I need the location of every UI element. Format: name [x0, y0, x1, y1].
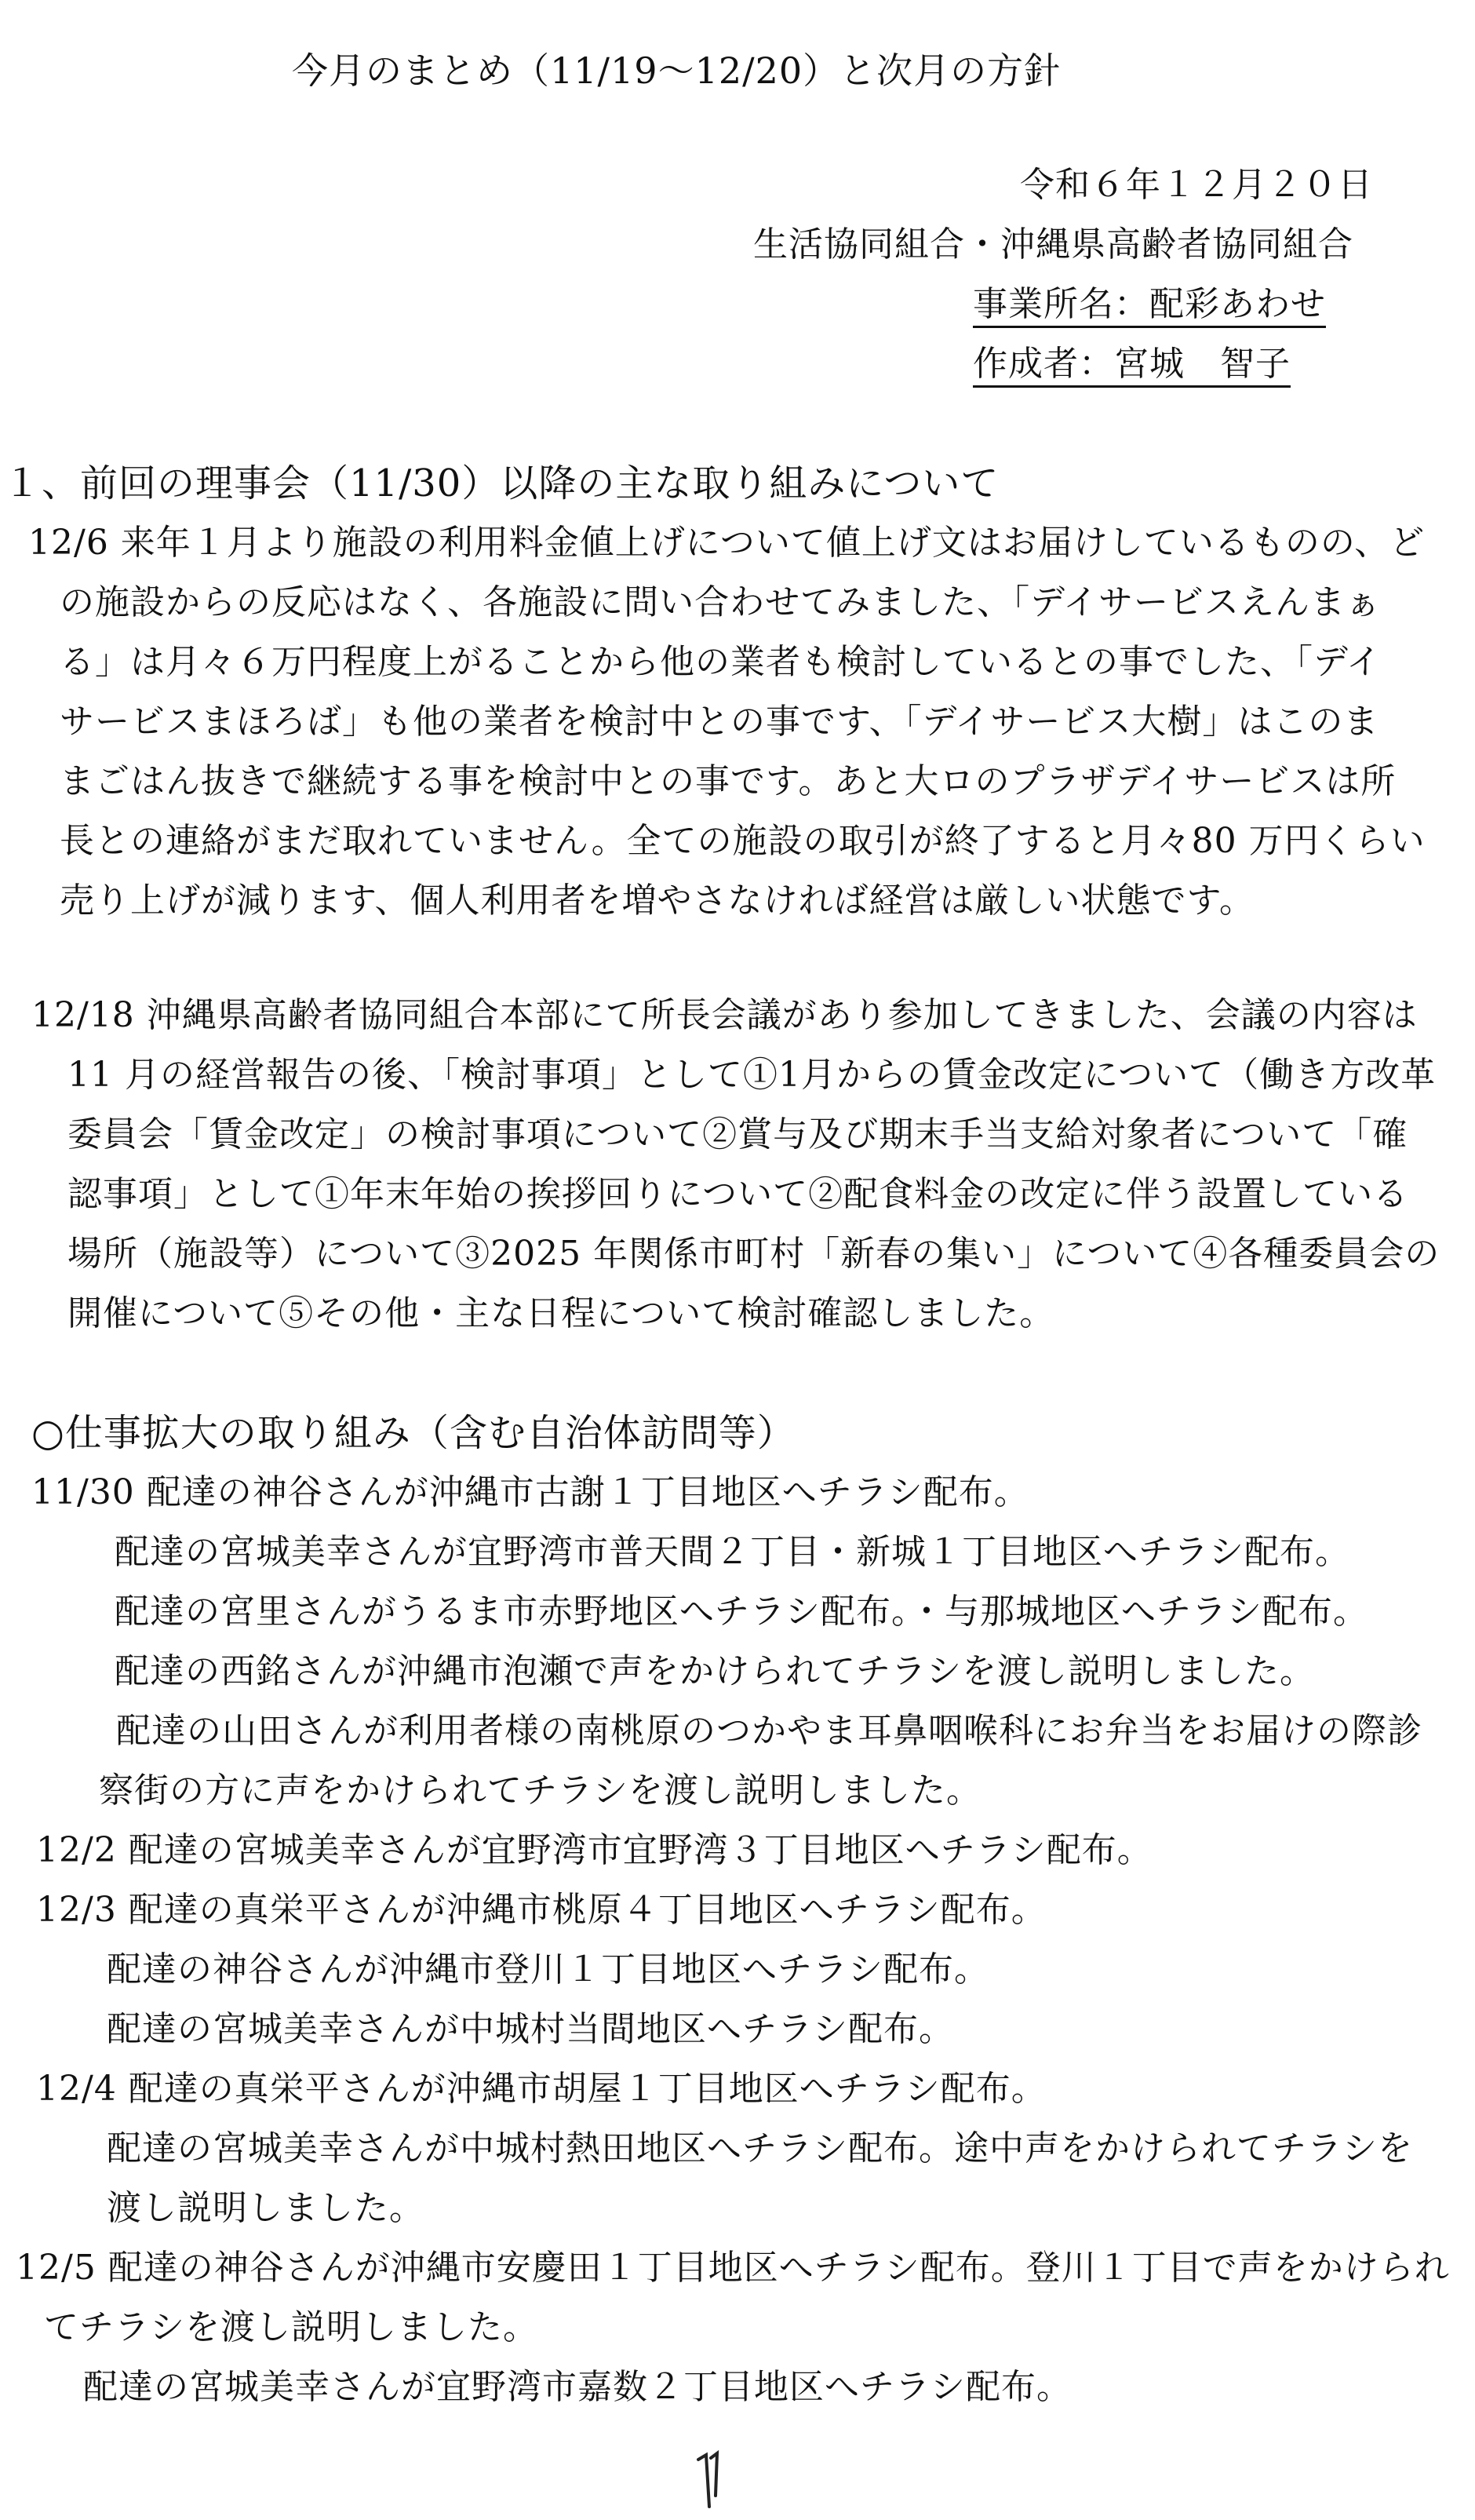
activity-line: 渡し説明しました。: [107, 2188, 424, 2228]
activity-line: 配達の宮城美幸さんが中城村当間地区へチラシ配布。: [107, 2009, 954, 2049]
handwritten-page-mark: [694, 2449, 725, 2511]
paragraph-line: の施設からの反応はなく、各施設に問い合わせてみました、「デイサービスえんまぁ: [60, 582, 1382, 622]
page-title: 今月のまとめ（11/19〜12/20）と次月の方針: [292, 49, 1062, 92]
activity-line: 配達の宮城美幸さんが宜野湾市嘉数２丁目地区へチラシ配布。: [83, 2367, 1072, 2407]
paragraph-line: 長との連絡がまだ取れていません。全ての施設の取引が終了すると月々80 万円くらい: [60, 821, 1426, 861]
activity-line: 察街の方に声をかけられてチラシを渡し説明しました。: [99, 1771, 982, 1811]
activity-line: 12/3 配達の真栄平さんが沖縄市桃原４丁目地区へチラシ配布。: [36, 1890, 1047, 1930]
paragraph-line: る」は月々６万円程度上がることから他の業者も検討しているとの事でした、「デイ: [60, 642, 1382, 682]
paragraph-line: 11 月の経営報告の後、「検討事項」として①1月からの賃金改定について（働き方改革: [67, 1055, 1437, 1095]
paragraph-line: 開催について⑤その他・主な日程について検討確認しました。: [67, 1293, 1055, 1333]
section-heading-expansion: ○仕事拡大の取り組み（含む自治体訪問等）: [31, 1411, 796, 1455]
author-name: 作成者：宮城 智子: [973, 342, 1291, 386]
office-name: 事業所名：配彩あわせ: [973, 283, 1326, 326]
paragraph-line: 認事項」として①年末年始の挨拶回りについて②配食料金の改定に伴う設置している: [67, 1174, 1409, 1214]
activity-line: 配達の山田さんが利用者様の南桃原のつかやま耳鼻咽喉科にお弁当をお届けの際診: [116, 1711, 1422, 1751]
activity-line: 配達の宮城美幸さんが中城村熱田地区へチラシ配布。途中声をかけられてチラシを: [107, 2128, 1413, 2168]
activity-line: 配達の神谷さんが沖縄市登川１丁目地区へチラシ配布。: [107, 1949, 989, 1989]
paragraph-line: 12/18 沖縄県高齢者協同組合本部にて所長会議があり参加してきました、会議の内容は: [31, 995, 1418, 1035]
paragraph-line: 売り上げが減ります、個人利用者を増やさなければ経営は厳しい状態です。: [60, 881, 1255, 921]
activity-line: 11/30 配達の神谷さんが沖縄市古謝１丁目地区へチラシ配布。: [31, 1472, 1029, 1512]
paragraph-line: まごはん抜きで継続する事を検討中との事です。あと大ロのプラザデイサービスは所: [60, 761, 1397, 801]
activity-line: 配達の宮里さんがうるま市赤野地区へチラシ配布。・与那城地区へチラシ配布。: [115, 1592, 1368, 1632]
section-heading-activities: １、前回の理事会（11/30）以降の主な取り組みについて: [3, 461, 1000, 505]
organization-name: 生活協同組合・沖縄県高齢者協同組合: [753, 224, 1353, 264]
activity-line: 配達の西銘さんが沖縄市泡瀬で声をかけられてチラシを渡し説明しました。: [115, 1651, 1315, 1691]
paragraph-line: サービスまほろば」も他の業者を検討中との事です、「デイサービス大樹」はこのま: [60, 702, 1379, 742]
activity-line: てチラシを渡し説明しました。: [44, 2307, 538, 2347]
activity-line: 12/5 配達の神谷さんが沖縄市安慶田１丁目地区へチラシ配布。登川１丁目で声をかけられ: [16, 2248, 1450, 2288]
paragraph-line: 委員会「賃金改定」の検討事項について②賞与及び期末手当支給対象者について「確: [67, 1114, 1408, 1154]
activity-line: 配達の宮城美幸さんが宜野湾市普天間２丁目・新城１丁目地区へチラシ配布。: [115, 1532, 1350, 1572]
activity-line: 12/2 配達の宮城美幸さんが宜野湾市宜野湾３丁目地区へチラシ配布。: [36, 1830, 1153, 1870]
paragraph-line: 場所（施設等）について③2025 年関係市町村「新春の集い」について④各種委員会の: [67, 1234, 1440, 1274]
activity-line: 12/4 配達の真栄平さんが沖縄市胡屋１丁目地区へチラシ配布。: [36, 2069, 1047, 2109]
report-date: 令和６年１２月２０日: [1020, 165, 1373, 205]
paragraph-line: 12/6 来年１月より施設の利用料金値上げについて値上げ文はお届けしているものの、ど: [28, 523, 1426, 563]
